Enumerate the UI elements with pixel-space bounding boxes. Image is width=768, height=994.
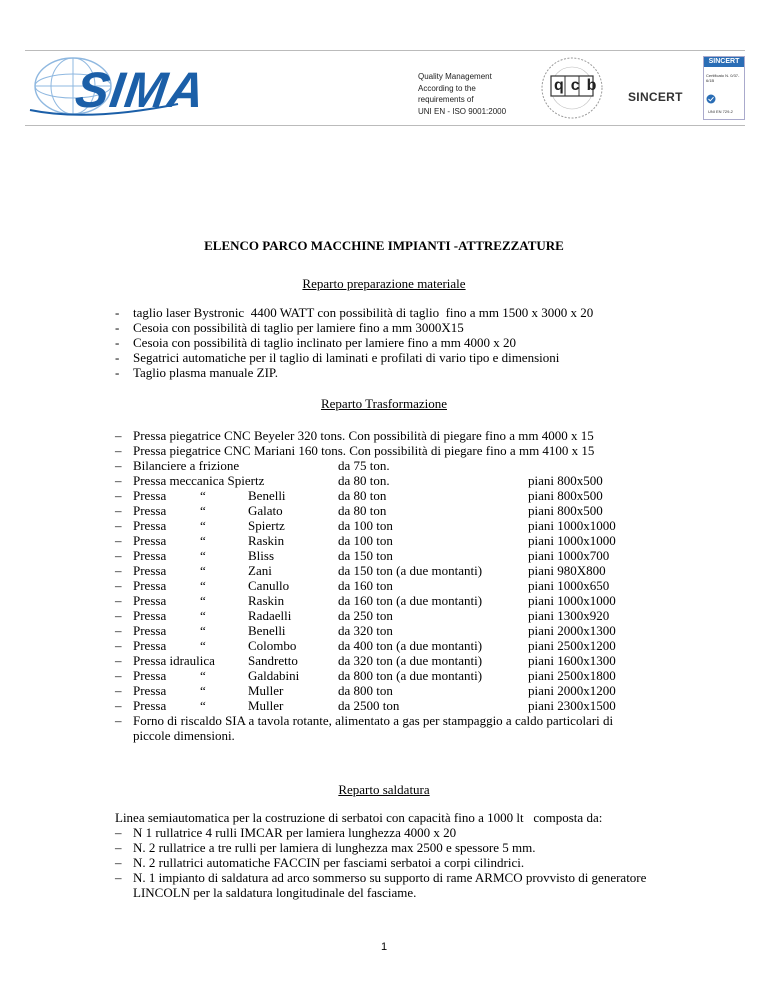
machine-capacity: da 800 ton (a due montanti) xyxy=(338,668,483,683)
ditto-mark: “ xyxy=(200,578,206,593)
machine-type: Pressa xyxy=(133,593,167,608)
machine-type: Pressa xyxy=(133,698,167,713)
list-bullet: – xyxy=(115,840,122,855)
cert-check-icon xyxy=(706,91,716,101)
ditto-mark: “ xyxy=(200,683,206,698)
ditto-mark: “ xyxy=(200,623,206,638)
machine-capacity: da 150 ton xyxy=(338,548,393,563)
machine-plates: piani 800x500 xyxy=(528,488,603,503)
machine-type: Pressa xyxy=(133,638,167,653)
list-bullet: – xyxy=(115,443,122,458)
list-bullet: – xyxy=(115,548,122,563)
list-item-text: piccole dimensioni. xyxy=(133,728,235,743)
list-bullet: – xyxy=(115,638,122,653)
quality-line: Quality Management xyxy=(418,72,492,81)
quality-line: According to the xyxy=(418,83,476,93)
list-item-text: N 1 rullatrice 4 rulli IMCAR per lamiera lunghezza 4000 x 20 xyxy=(133,825,457,840)
list-bullet: – xyxy=(115,503,122,518)
machine-brand: Galato xyxy=(248,503,283,518)
machine-capacity: da 100 ton xyxy=(338,533,393,548)
list-bullet: – xyxy=(115,683,122,698)
list-item-text: Cesoia con possibilità di taglio per lamiere fino a mm 3000X15 xyxy=(133,320,464,335)
ditto-mark: “ xyxy=(200,503,206,518)
machine-type: Pressa xyxy=(133,488,167,503)
machine-type: Pressa xyxy=(133,683,167,698)
machine-list xyxy=(0,428,768,743)
machine-capacity: da 160 ton xyxy=(338,578,393,593)
machine-plates: piani 2300x1500 xyxy=(528,698,616,713)
machine-name: Pressa meccanica Spiertz xyxy=(133,473,265,488)
machine-plates: piani 800x500 xyxy=(528,473,603,488)
list-item-text: N. 2 rullatrice a tre rulli per lamiera di lunghezza max 2500 e spessore 5 mm. xyxy=(133,840,536,855)
list-item-text: taglio laser Bystronic 4400 WATT con possibilità di taglio fino a mm 1500 x 3000 x 20 xyxy=(133,305,594,320)
machine-capacity: da 320 ton (a due montanti) xyxy=(338,653,483,668)
machine-brand: Benelli xyxy=(248,488,286,503)
section-heading: Reparto Trasformazione xyxy=(320,396,447,411)
list-bullet: – xyxy=(115,518,122,533)
list-bullet: - xyxy=(115,320,120,335)
list-bullet: – xyxy=(115,593,122,608)
sincert-cert-text: Certificato N. 0/37-6/1B xyxy=(706,73,740,83)
ditto-mark: “ xyxy=(200,593,206,608)
list-bullet: – xyxy=(115,563,122,578)
machine-brand: Muller xyxy=(248,698,284,713)
machine-plates: piani 2000x1300 xyxy=(528,623,616,638)
machine-type: Pressa idraulica xyxy=(133,653,215,668)
ditto-mark: “ xyxy=(200,563,206,578)
sincert-wordmark: SINCERT xyxy=(628,90,683,104)
ditto-mark: “ xyxy=(200,548,206,563)
list-bullet: – xyxy=(115,855,122,870)
list-bullet: – xyxy=(115,668,122,683)
section-heading: Reparto saldatura xyxy=(338,782,430,797)
machine-type: Pressa xyxy=(133,503,167,518)
machine-plates: piani 1000x700 xyxy=(528,548,610,563)
machine-plates: piani 1000x1000 xyxy=(528,533,616,548)
logo-text: SIMA xyxy=(72,62,209,118)
list-bullet: – xyxy=(115,870,122,885)
list-item-text: LINCOLN per la saldatura longitudinale del fasciame. xyxy=(133,885,417,900)
machine-name: Bilanciere a frizione xyxy=(133,458,240,473)
machine-capacity: da 2500 ton xyxy=(338,698,400,713)
machine-plates: piani 1000x1000 xyxy=(528,593,616,608)
list-bullet: – xyxy=(115,458,122,473)
list-item-text: N. 2 rullatrici automatiche FACCIN per fasciami serbatoi a corpi cilindrici. xyxy=(133,855,525,870)
ditto-mark: “ xyxy=(200,533,206,548)
machine-brand: Muller xyxy=(248,683,284,698)
section-heading: Reparto preparazione materiale xyxy=(302,276,466,291)
machine-type: Pressa xyxy=(133,518,167,533)
machine-plates: piani 1300x920 xyxy=(528,608,610,623)
machine-type: Pressa xyxy=(133,563,167,578)
machine-capacity: da 80 ton xyxy=(338,488,387,503)
list-bullet: - xyxy=(115,335,120,350)
ditto-mark: “ xyxy=(200,668,206,683)
machine-type: Pressa xyxy=(133,668,167,683)
sincert-badge xyxy=(703,56,745,120)
sima-logo xyxy=(28,52,258,122)
list-item-text: Forno di riscaldo SIA a tavola rotante, alimentato a gas per stampaggio a caldo particolari di xyxy=(133,713,614,728)
machine-plates: piani 1000x1000 xyxy=(528,518,616,533)
list-bullet: – xyxy=(115,473,122,488)
machine-type: Pressa xyxy=(133,548,167,563)
list-bullet: – xyxy=(115,488,122,503)
ditto-mark: “ xyxy=(200,698,206,713)
ditto-mark: “ xyxy=(200,608,206,623)
header-bottom-rule xyxy=(25,125,745,126)
ditto-mark: “ xyxy=(200,488,206,503)
machine-brand: Radaelli xyxy=(248,608,292,623)
quality-line: requirements of xyxy=(418,95,474,104)
machine-plates: piani 800x500 xyxy=(528,503,603,518)
machine-capacity: da 320 ton xyxy=(338,623,393,638)
machine-type: Pressa xyxy=(133,623,167,638)
machine-capacity: da 160 ton (a due montanti) xyxy=(338,593,483,608)
list-bullet: – xyxy=(115,533,122,548)
document-title: ELENCO PARCO MACCHINE IMPIANTI -ATTREZZATURE xyxy=(204,238,564,253)
sincert-badge-title: SINCERT xyxy=(704,57,744,67)
machine-type: Pressa xyxy=(133,608,167,623)
machine-capacity: da 80 ton. xyxy=(338,473,390,488)
machine-brand: Colombo xyxy=(248,638,297,653)
machine-plates: piani 2500x1200 xyxy=(528,638,616,653)
sincert-cert-norm: UNI EN 729-2 xyxy=(708,109,733,114)
list-item-text: N. 1 impianto di saldatura ad arco sommerso su supporto di rame ARMCO provvisto di generatore xyxy=(133,870,647,885)
header-top-rule xyxy=(25,50,745,51)
machine-brand: Zani xyxy=(248,563,272,578)
machine-brand: Raskin xyxy=(248,533,285,548)
list-item-text: Pressa piegatrice CNC Beyeler 320 tons. Con possibilità di piegare fino a mm 4000 x 15 xyxy=(133,428,594,443)
machine-plates: piani 2000x1200 xyxy=(528,683,616,698)
quality-line: UNI EN - ISO 9001:2000 xyxy=(418,106,507,116)
intro-text: Linea semiautomatica per la costruzione di serbatoi con capacità fino a 1000 lt composta da: xyxy=(115,810,603,825)
machine-plates: piani 1000x650 xyxy=(528,578,610,593)
ditto-mark: “ xyxy=(200,638,206,653)
list-bullet: - xyxy=(115,365,120,380)
machine-capacity: da 800 ton xyxy=(338,683,393,698)
machine-brand: Canullo xyxy=(248,578,290,593)
machine-capacity: da 150 ton (a due montanti) xyxy=(338,563,483,578)
list-bullet: – xyxy=(115,578,122,593)
machine-brand: Galdabini xyxy=(248,668,300,683)
list-bullet: – xyxy=(115,713,122,728)
machine-capacity: da 250 ton xyxy=(338,608,393,623)
list-bullet: – xyxy=(115,825,122,840)
list-bullet: - xyxy=(115,305,120,320)
list-bullet: - xyxy=(115,350,120,365)
machine-capacity: da 100 ton xyxy=(338,518,393,533)
ditto-mark: “ xyxy=(200,518,206,533)
list-bullet: – xyxy=(115,653,122,668)
machine-brand: Spiertz xyxy=(248,518,285,533)
machine-brand: Raskin xyxy=(248,593,285,608)
list-bullet: – xyxy=(115,428,122,443)
page-number: 1 xyxy=(380,941,388,953)
list-item-text: Taglio plasma manuale ZIP. xyxy=(133,365,278,380)
machine-plates: piani 980X800 xyxy=(528,563,606,578)
machine-capacity: da 400 ton (a due montanti) xyxy=(338,638,483,653)
qcb-seal xyxy=(540,56,604,120)
list-bullet: – xyxy=(115,608,122,623)
list-item-text: Segatrici automatiche per il taglio di laminati e profilati di vario tipo e dimensioni xyxy=(133,350,560,365)
list-item-text: Pressa piegatrice CNC Mariani 160 tons. Con possibilità di piegare fino a mm 4100 x 15 xyxy=(133,443,595,458)
machine-capacity: da 80 ton xyxy=(338,503,387,518)
machine-type: Pressa xyxy=(133,578,167,593)
quality-statement xyxy=(418,71,506,117)
list-bullet: – xyxy=(115,698,122,713)
machine-type: Pressa xyxy=(133,533,167,548)
machine-brand: Bliss xyxy=(248,548,275,563)
qcb-text: qcb xyxy=(554,77,604,94)
list-item-text: Cesoia con possibilità di taglio inclinato per lamiere fino a mm 4000 x 20 xyxy=(133,335,517,350)
machine-plates: piani 1600x1300 xyxy=(528,653,616,668)
machine-plates: piani 2500x1800 xyxy=(528,668,616,683)
machine-brand: Sandretto xyxy=(248,653,298,668)
machine-capacity: da 75 ton. xyxy=(338,458,390,473)
list-bullet: – xyxy=(115,623,122,638)
machine-brand: Benelli xyxy=(248,623,286,638)
